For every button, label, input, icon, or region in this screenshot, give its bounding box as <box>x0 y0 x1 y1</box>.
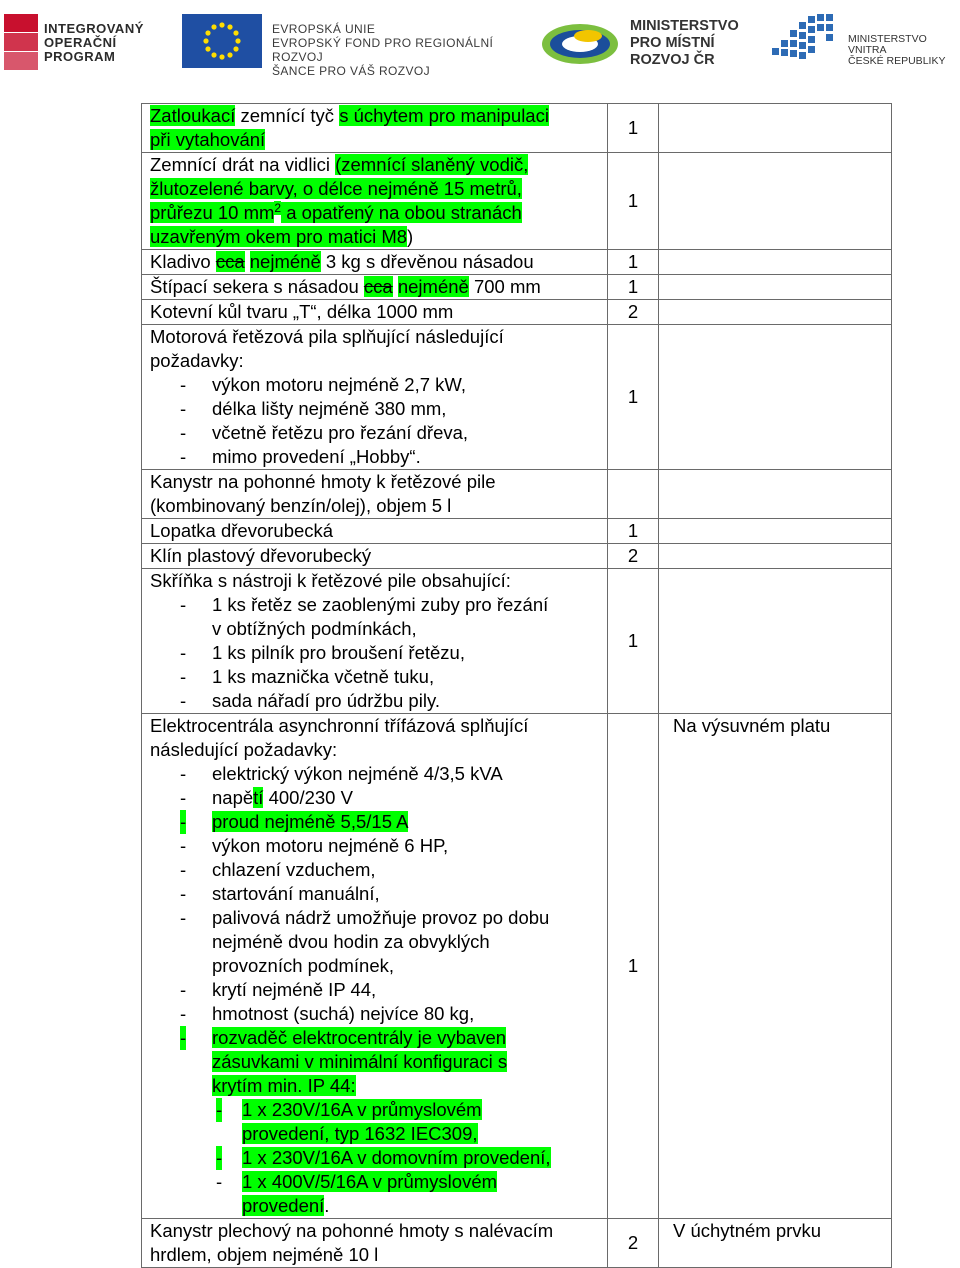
description-line <box>150 1194 599 1218</box>
description-line <box>150 978 599 1002</box>
text-segment: 1 ks řetěz se zaoblenými zuby pro řezání <box>212 594 549 615</box>
list-bullet: - <box>216 1099 223 1120</box>
table-row <box>142 250 892 275</box>
quantity-cell: 1 <box>608 519 659 544</box>
text-segment: . <box>324 1195 330 1216</box>
list-bullet: - <box>180 1027 187 1048</box>
list-bullet: - <box>180 787 187 808</box>
description-line <box>150 349 599 373</box>
description-line <box>150 641 599 665</box>
note-cell <box>659 544 892 569</box>
text-segment: Zemnící drát na vidlici <box>150 154 336 175</box>
note-cell <box>659 325 892 470</box>
list-bullet: - <box>216 1171 223 1192</box>
highlighted-text: průřezu 10 mm <box>150 202 275 223</box>
highlighted-text: 1 x 400V/5/16A v průmyslovém <box>242 1171 498 1192</box>
note-cell <box>659 275 892 300</box>
description-line <box>150 325 599 349</box>
text-segment: následující požadavky: <box>150 739 338 760</box>
highlighted-text: žlutozelené barvy, o délce nejméně 15 metrů, <box>150 178 522 199</box>
text-segment: požadavky: <box>150 350 244 371</box>
description-line <box>150 1098 599 1122</box>
mmr-emblem-icon <box>540 14 624 70</box>
note-cell <box>659 300 892 325</box>
text-segment: sada nářadí pro údržbu pily. <box>212 690 440 711</box>
description-line <box>150 834 599 858</box>
text-segment: Skříňka s nástroji k řetězové pile obsahující: <box>150 570 511 591</box>
text-segment: Elektrocentrála asynchronní třífázová splňující <box>150 715 529 736</box>
description-line <box>150 397 599 421</box>
table-row <box>142 714 892 1219</box>
text-segment: napě <box>212 787 254 808</box>
highlighted-text: nejméně <box>397 276 469 297</box>
text-segment: v obtížných podmínkách, <box>212 618 417 639</box>
list-bullet: - <box>180 811 187 832</box>
description-line <box>150 445 599 469</box>
eu-logo <box>182 14 522 78</box>
equipment-table <box>141 103 892 1268</box>
item-description-cell <box>142 1219 608 1268</box>
text-segment: hrdlem, objem nejméně 10 l <box>150 1244 379 1265</box>
text-segment: (kombinovaný benzín/olej), objem 5 l <box>150 495 452 516</box>
list-bullet: - <box>180 422 187 443</box>
text-segment: chlazení vzduchem, <box>212 859 376 880</box>
item-description-cell <box>142 300 608 325</box>
quantity-cell: 1 <box>608 714 659 1219</box>
quantity-cell: 1 <box>608 250 659 275</box>
mmr-logo <box>540 14 760 72</box>
list-bullet: - <box>180 374 187 395</box>
text-segment: mimo provedení „Hobby“. <box>212 446 421 467</box>
item-description-cell <box>142 714 608 1219</box>
note-cell <box>659 470 892 519</box>
note-cell <box>659 250 892 275</box>
iop-logo-text: INTEGROVANÝ OPERAČNÍ PROGRAM <box>44 21 144 64</box>
description-line <box>150 665 599 689</box>
highlighted-text: 1 x 230V/16A v domovním provedení, <box>242 1147 551 1168</box>
highlighted-text: nejméně <box>249 251 321 272</box>
note-cell <box>659 104 892 153</box>
text-segment: Štípací sekera s násadou <box>150 276 364 297</box>
list-bullet: - <box>180 446 187 467</box>
item-description-cell <box>142 325 608 470</box>
description-line <box>150 810 599 834</box>
quantity-cell <box>608 470 659 519</box>
list-bullet: - <box>180 835 187 856</box>
text-segment: výkon motoru nejméně 6 HP, <box>212 835 449 856</box>
text-segment: Klín plastový dřevorubecký <box>150 545 372 566</box>
table-row <box>142 325 892 470</box>
text-segment: délka lišty nejméně 380 mm, <box>212 398 447 419</box>
list-bullet: - <box>180 398 187 419</box>
item-description-cell <box>142 470 608 519</box>
highlighted-text: zásuvkami v minimální konfiguraci s <box>212 1051 508 1072</box>
description-line <box>150 373 599 397</box>
description-line <box>150 1122 599 1146</box>
item-description-cell <box>142 250 608 275</box>
quantity-cell: 1 <box>608 325 659 470</box>
highlighted-text: tí <box>253 787 264 808</box>
text-segment: ) <box>407 226 414 247</box>
text-segment: 400/230 V <box>263 787 353 808</box>
text-segment: 1 ks maznička včetně tuku, <box>212 666 435 687</box>
note-cell <box>659 153 892 250</box>
highlighted-text: uzavřeným okem pro matici M8 <box>150 226 408 247</box>
item-description-cell <box>142 544 608 569</box>
description-line <box>150 104 599 128</box>
highlighted-text: provedení <box>242 1195 325 1216</box>
text-segment: 700 mm <box>468 276 541 297</box>
description-line <box>150 1219 599 1243</box>
description-line <box>150 1170 599 1194</box>
list-bullet: - <box>180 907 187 928</box>
description-line <box>150 421 599 445</box>
equipment-table-body <box>142 104 892 1268</box>
description-line <box>150 858 599 882</box>
text-segment: 1 ks pilník pro broušení řetězu, <box>212 642 465 663</box>
text-segment: hmotnost (suchá) nejvíce 80 kg, <box>212 1003 475 1024</box>
highlighted-text: a opatřený na obou stranách <box>281 202 522 223</box>
highlighted-text: Zatloukací <box>150 105 236 126</box>
item-description-cell <box>142 275 608 300</box>
quantity-cell: 1 <box>608 104 659 153</box>
text-segment: zemnící tyč <box>235 105 340 126</box>
eu-logo-text: EVROPSKÁ UNIE EVROPSKÝ FOND PRO REGIONÁLNÍ ROZVOJ ŠANCE PRO VÁŠ ROZVOJ <box>272 22 494 78</box>
text-segment: startování manuální, <box>212 883 380 904</box>
note-cell: Na výsuvném platu <box>659 714 892 1219</box>
text-segment: Kanystr plechový na pohonné hmoty s nalévacím <box>150 1220 554 1241</box>
description-line <box>150 177 599 201</box>
mv-logo <box>770 12 960 72</box>
highlighted-text: cca <box>215 251 245 272</box>
description-line <box>150 738 599 762</box>
highlighted-text: 1 x 230V/16A v průmyslovém <box>242 1099 482 1120</box>
description-line <box>150 250 599 274</box>
mmr-logo-text: MINISTERSTVO PRO MÍSTNÍ ROZVOJ ČR <box>630 18 739 68</box>
highlighted-text: s úchytem pro manipulaci <box>339 105 549 126</box>
text-segment: elektrický výkon nejméně 4/3,5 kVA <box>212 763 503 784</box>
list-bullet: - <box>180 979 187 1000</box>
description-line <box>150 930 599 954</box>
table-row <box>142 544 892 569</box>
highlighted-text: (zemnící slaněný vodič, <box>335 154 529 175</box>
list-bullet: - <box>180 763 187 784</box>
mv-logo-text: MINISTERSTVO VNITRA ČESKÉ REPUBLIKY <box>848 33 946 67</box>
list-bullet: - <box>180 642 187 663</box>
description-line <box>150 1026 599 1050</box>
description-line <box>150 882 599 906</box>
text-segment: Kladivo <box>150 251 216 272</box>
highlighted-text: cca <box>363 276 393 297</box>
mv-emblem-icon <box>770 12 840 72</box>
description-line <box>150 1074 599 1098</box>
description-line <box>150 593 599 617</box>
quantity-cell: 1 <box>608 153 659 250</box>
description-line <box>150 1050 599 1074</box>
quantity-cell: 2 <box>608 544 659 569</box>
description-line <box>150 906 599 930</box>
list-bullet: - <box>180 690 187 711</box>
text-segment: výkon motoru nejméně 2,7 kW, <box>212 374 466 395</box>
description-line <box>150 128 599 152</box>
table-row <box>142 1219 892 1268</box>
quantity-cell: 1 <box>608 275 659 300</box>
text-segment: včetně řetězu pro řezání dřeva, <box>212 422 469 443</box>
note-cell <box>659 569 892 714</box>
highlighted-text: proud nejméně 5,5/15 A <box>212 811 409 832</box>
list-bullet: - <box>180 1003 187 1024</box>
description-line <box>150 617 599 641</box>
item-description-cell <box>142 153 608 250</box>
quantity-cell: 2 <box>608 1219 659 1268</box>
highlighted-text: provedení, typ 1632 IEC309, <box>242 1123 478 1144</box>
description-line <box>150 275 599 299</box>
note-cell: V úchytném prvku <box>659 1219 892 1268</box>
text-segment: Kotevní kůl tvaru „T“, délka 1000 mm <box>150 301 454 322</box>
logo-bar <box>0 0 960 86</box>
highlighted-text: při vytahování <box>150 129 266 150</box>
quantity-cell: 2 <box>608 300 659 325</box>
table-row <box>142 470 892 519</box>
text-segment: provozních podmínek, <box>212 955 395 976</box>
list-bullet: - <box>180 666 187 687</box>
highlighted-text: rozvaděč elektrocentrály je vybaven <box>212 1027 507 1048</box>
list-bullet: - <box>180 859 187 880</box>
text-segment: Lopatka dřevorubecká <box>150 520 334 541</box>
description-line <box>150 201 599 225</box>
description-line <box>150 470 599 494</box>
description-line <box>150 300 599 324</box>
description-line <box>150 786 599 810</box>
table-row <box>142 300 892 325</box>
text-segment: krytí nejméně IP 44, <box>212 979 377 1000</box>
table-row <box>142 153 892 250</box>
item-description-cell <box>142 569 608 714</box>
eu-flag-icon <box>182 14 262 68</box>
iop-logo-mark <box>4 14 38 70</box>
text-segment: Motorová řetězová pila splňující následující <box>150 326 504 347</box>
list-bullet: - <box>180 594 187 615</box>
description-line <box>150 153 599 177</box>
highlighted-text: krytím min. IP 44: <box>212 1075 356 1096</box>
description-line <box>150 225 599 249</box>
iop-logo <box>4 14 164 72</box>
note-cell <box>659 519 892 544</box>
description-line <box>150 1146 599 1170</box>
list-bullet: - <box>216 1147 223 1168</box>
highlighted-text: 2 <box>274 200 282 215</box>
description-line <box>150 569 599 593</box>
item-description-cell <box>142 104 608 153</box>
list-bullet: - <box>180 883 187 904</box>
table-row <box>142 569 892 714</box>
text-segment: Kanystr na pohonné hmoty k řetězové pile <box>150 471 496 492</box>
description-line <box>150 762 599 786</box>
table-row <box>142 104 892 153</box>
text-segment: nejméně dvou hodin za obvyklých <box>212 931 490 952</box>
description-line <box>150 1002 599 1026</box>
text-segment: palivová nádrž umožňuje provoz po dobu <box>212 907 550 928</box>
text-segment: 3 kg s dřevěnou násadou <box>320 251 534 272</box>
description-line <box>150 544 599 568</box>
description-line <box>150 689 599 713</box>
description-line <box>150 954 599 978</box>
text-segment <box>245 251 250 272</box>
table-row <box>142 275 892 300</box>
table-row <box>142 519 892 544</box>
quantity-cell: 1 <box>608 569 659 714</box>
description-line <box>150 519 599 543</box>
item-description-cell <box>142 519 608 544</box>
description-line <box>150 714 599 738</box>
description-line <box>150 1243 599 1267</box>
description-line <box>150 494 599 518</box>
